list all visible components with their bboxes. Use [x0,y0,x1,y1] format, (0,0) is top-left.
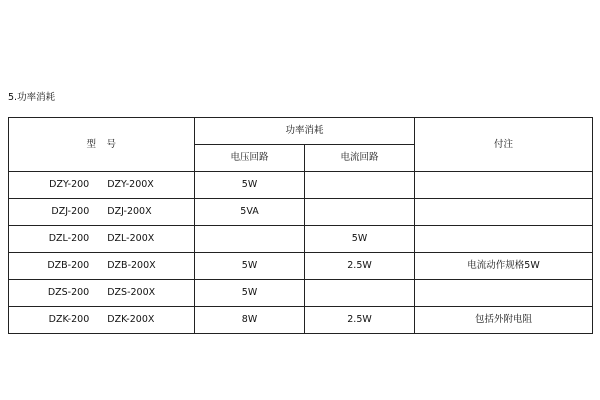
model-code-primary: DZK-200 [48,314,90,325]
cell-voltage-circuit [195,226,305,253]
header-current-circuit: 电流回路 [305,145,415,172]
model-code-variant: DZJ-200X [107,206,152,217]
cell-remarks [415,280,593,307]
model-code-variant: DZK-200X [107,314,155,325]
table-row [9,226,593,253]
table-row [9,253,593,280]
cell-current-circuit: 5W [305,226,415,253]
cell-voltage-circuit: 5W [195,280,305,307]
cell-model [9,307,195,334]
table-row [9,280,593,307]
model-code-primary: DZJ-200 [51,206,90,217]
cell-current-circuit [305,280,415,307]
cell-current-circuit [305,172,415,199]
table-row [9,172,593,199]
cell-current-circuit: 2.5W [305,253,415,280]
cell-model [9,280,195,307]
section-title: 5.功率消耗 [8,92,56,103]
cell-model [9,226,195,253]
cell-voltage-circuit: 5W [195,253,305,280]
cell-voltage-circuit: 8W [195,307,305,334]
model-code-variant: DZY-200X [107,179,154,190]
header-remarks: 付注 [415,118,593,172]
cell-current-circuit: 2.5W [305,307,415,334]
model-code-primary: DZB-200 [47,260,90,271]
power-consumption-table [8,117,593,334]
header-power-consumption: 功率消耗 [195,118,415,145]
model-code-primary: DZS-200 [47,287,90,298]
cell-voltage-circuit: 5VA [195,199,305,226]
cell-remarks: 电流动作规格5W [415,253,593,280]
cell-model [9,199,195,226]
model-code-variant: DZB-200X [107,260,156,271]
cell-remarks [415,199,593,226]
header-model: 型 号 [9,118,195,172]
cell-remarks [415,226,593,253]
model-code-variant: DZS-200X [107,287,156,298]
cell-remarks: 包括外附电阻 [415,307,593,334]
power-consumption-table-wrapper [8,117,592,334]
model-code-primary: DZY-200 [49,179,90,190]
table-row [9,307,593,334]
cell-model [9,253,195,280]
cell-remarks [415,172,593,199]
cell-current-circuit [305,199,415,226]
cell-voltage-circuit: 5W [195,172,305,199]
table-row [9,199,593,226]
cell-model [9,172,195,199]
model-code-variant: DZL-200X [107,233,155,244]
model-code-primary: DZL-200 [48,233,90,244]
table-header-row-1 [9,118,593,145]
header-voltage-circuit: 电压回路 [195,145,305,172]
